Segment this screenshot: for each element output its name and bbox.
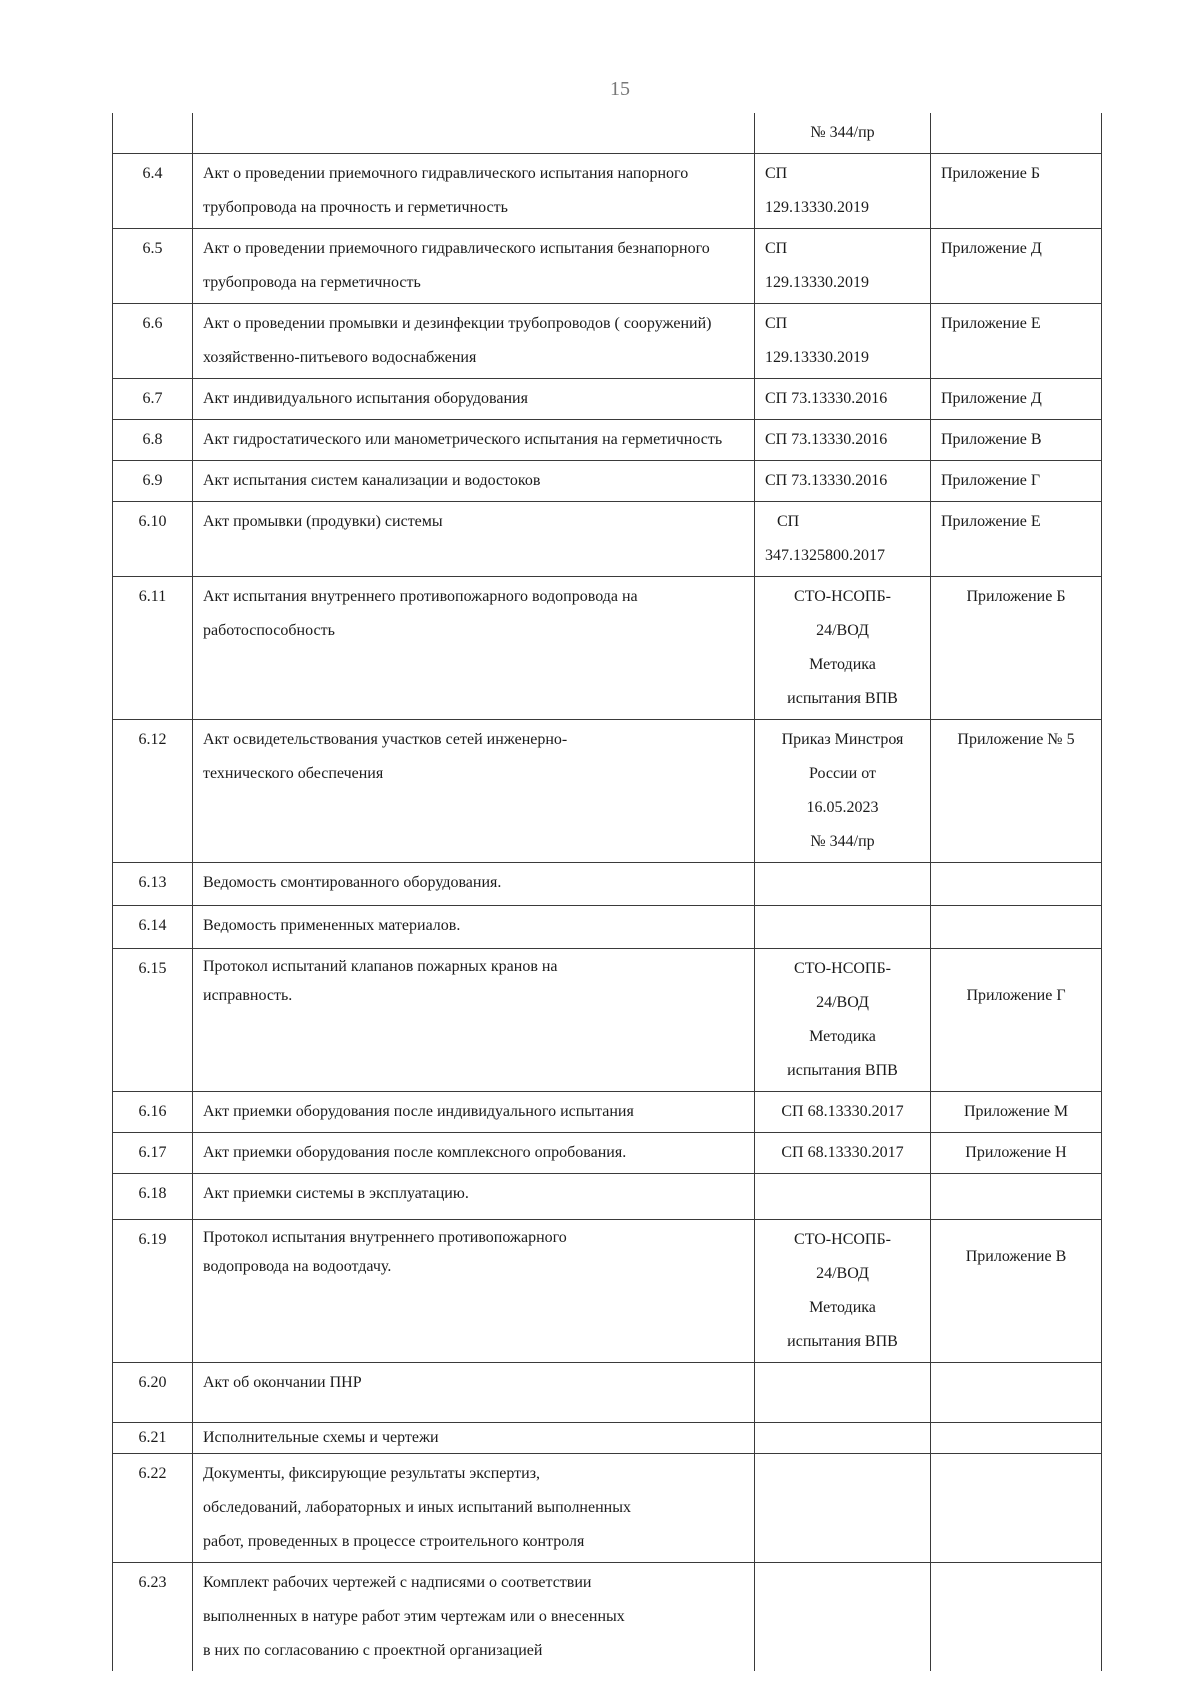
table-row [113,420,1102,461]
row-number: 6.18 [113,1174,193,1220]
table-row [113,1454,1102,1563]
normative-line: 129.13330.2019 [765,199,869,216]
row-document-name: Акт испытания внутреннего противопожарного водопровода на работоспособность [193,577,755,720]
normative-line: России от [808,765,876,782]
row-document-name: Акт промывки (продувки) системы [193,502,755,577]
row-number: 6.10 [113,502,193,577]
name-line: Документы, фиксирующие результаты экспертиз, [203,1465,541,1482]
row-appendix [931,113,1102,154]
row-appendix: Приложение № 5 [931,720,1102,863]
row-number: 6.23 [113,1563,193,1672]
row-normative [755,863,931,906]
table-row [113,304,1102,379]
row-normative [755,906,931,949]
row-normative: СП 73.13330.2016 [755,420,931,461]
row-appendix: Приложение В [931,420,1102,461]
normative-line: 347.1325800.2017 [765,547,885,564]
name-line: Протокол испытания внутреннего противопожарного [203,1229,567,1246]
row-number: 6.11 [113,577,193,720]
row-normative: СП 68.13330.2017 [755,1092,931,1133]
row-document-name: Акт о проведении промывки и дезинфекции трубопроводов ( сооружений) хозяйственно-питьевого водоснабжения [193,304,755,379]
row-appendix: Приложение Г [931,461,1102,502]
table-row [113,577,1102,720]
row-number: 6.13 [113,863,193,906]
row-number: 6.15 [113,949,193,1092]
normative-line: СП [765,240,788,257]
normative-line: 16.05.2023 [806,799,879,816]
row-normative [755,1220,931,1363]
row-appendix: Приложение Б [931,577,1102,720]
row-appendix [931,1563,1102,1672]
row-document-name: Акт приемки системы в эксплуатацию. [193,1174,755,1220]
row-appendix: Приложение Б [931,154,1102,229]
normative-line: СП [765,315,788,332]
table-row [113,1133,1102,1174]
documents-table [112,113,1102,1671]
row-number: 6.7 [113,379,193,420]
name-line: в них по согласованию с проектной организацией [203,1642,543,1659]
table-row [113,949,1102,1092]
normative-line: Приказ Минстроя [781,731,904,748]
row-number: 6.9 [113,461,193,502]
row-normative: СП 73.13330.2016 [755,461,931,502]
row-normative [755,229,931,304]
table-row [113,1563,1102,1672]
normative-line: испытания ВПВ [787,1062,898,1079]
table-row [113,113,1102,154]
row-document-name [193,949,755,1092]
table-row [113,1174,1102,1220]
row-number: 6.19 [113,1220,193,1363]
row-normative: СП 68.13330.2017 [755,1133,931,1174]
normative-line: 129.13330.2019 [765,349,869,366]
normative-line: Методика [809,1299,876,1316]
normative-line: Методика [809,656,876,673]
row-document-name: Акт индивидуального испытания оборудования [193,379,755,420]
normative-line: 24/ВОД [816,1265,869,1282]
table-row [113,906,1102,949]
normative-line: СП [777,513,800,530]
row-document-name [193,1454,755,1563]
row-document-name [193,1563,755,1672]
table-row [113,502,1102,577]
table-row [113,1423,1102,1454]
row-normative [755,577,931,720]
row-appendix [931,863,1102,906]
table-row [113,154,1102,229]
name-line: работ, проведенных в процессе строительного контроля [203,1533,585,1550]
name-line: выполненных в натуре работ этим чертежам или о внесенных [203,1608,625,1625]
row-number: 6.21 [113,1423,193,1454]
row-number [113,113,193,154]
row-document-name: Акт гидростатического или манометрического испытания на герметичность [193,420,755,461]
table-row [113,720,1102,863]
table-row [113,461,1102,502]
table-row [113,379,1102,420]
row-document-name: Акт приемки оборудования после комплексного опробования. [193,1133,755,1174]
row-document-name: Ведомость примененных материалов. [193,906,755,949]
normative-line: 129.13330.2019 [765,274,869,291]
row-document-name: Акт испытания систем канализации и водостоков [193,461,755,502]
page-number: 15 [610,78,630,100]
row-normative [755,154,931,229]
row-number: 6.12 [113,720,193,863]
row-appendix: Приложение Г [931,949,1102,1092]
normative-line: испытания ВПВ [787,1333,898,1350]
normative-line: испытания ВПВ [787,690,898,707]
row-appendix [931,1363,1102,1423]
row-document-name: Акт о проведении приемочного гидравлического испытания напорного трубопровода на прочность и герметичность [193,154,755,229]
name-line: обследований, лабораторных и иных испытаний выполненных [203,1499,631,1516]
name-line: Акт освидетельствования участков сетей инженерно- [203,731,568,748]
row-number: 6.8 [113,420,193,461]
row-number: 6.20 [113,1363,193,1423]
row-document-name [193,113,755,154]
row-document-name [193,720,755,863]
row-appendix: Приложение В [931,1220,1102,1363]
row-appendix: Приложение Е [931,502,1102,577]
row-appendix: Приложение М [931,1092,1102,1133]
row-normative [755,1423,931,1454]
row-appendix [931,906,1102,949]
name-line: Комплект рабочих чертежей с надписями о соответствии [203,1574,592,1591]
row-normative: СП 73.13330.2016 [755,379,931,420]
row-normative [755,949,931,1092]
row-document-name [193,1220,755,1363]
row-number: 6.5 [113,229,193,304]
table-row [113,1092,1102,1133]
table-row [113,229,1102,304]
table-row [113,1220,1102,1363]
table-row [113,1363,1102,1423]
normative-line: Методика [809,1028,876,1045]
row-document-name: Акт приемки оборудования после индивидуального испытания [193,1092,755,1133]
table-row [113,863,1102,906]
row-normative [755,304,931,379]
normative-line: 24/ВОД [816,622,869,639]
row-number: 6.17 [113,1133,193,1174]
row-number: 6.6 [113,304,193,379]
row-normative [755,720,931,863]
row-document-name: Акт об окончании ПНР [193,1363,755,1423]
row-document-name: Ведомость смонтированного оборудования. [193,863,755,906]
row-normative [755,1174,931,1220]
normative-line: СТО-НСОПБ- [794,1231,891,1248]
normative-line: СТО-НСОПБ- [794,588,891,605]
row-appendix: Приложение Е [931,304,1102,379]
normative-line: СТО-НСОПБ- [794,960,891,977]
normative-line: 24/ВОД [816,994,869,1011]
normative-line: СП [765,165,788,182]
normative-line: № 344/пр [810,833,875,850]
row-normative [755,1454,931,1563]
row-appendix [931,1174,1102,1220]
row-document-name: Исполнительные схемы и чертежи [193,1423,755,1454]
name-line: технического обеспечения [203,765,384,782]
row-appendix [931,1423,1102,1454]
row-appendix: Приложение Н [931,1133,1102,1174]
name-line: исправность. [203,987,293,1004]
row-normative: № 344/пр [755,113,931,154]
row-appendix [931,1454,1102,1563]
row-number: 6.4 [113,154,193,229]
row-appendix: Приложение Д [931,229,1102,304]
name-line: водопровода на водоотдачу. [203,1258,392,1275]
name-line: Протокол испытаний клапанов пожарных кранов на [203,958,558,975]
row-number: 6.22 [113,1454,193,1563]
row-normative [755,1363,931,1423]
row-appendix: Приложение Д [931,379,1102,420]
row-number: 6.14 [113,906,193,949]
row-number: 6.16 [113,1092,193,1133]
row-document-name: Акт о проведении приемочного гидравлического испытания безнапорного трубопровода на герметичность [193,229,755,304]
row-normative [755,502,931,577]
row-normative [755,1563,931,1672]
